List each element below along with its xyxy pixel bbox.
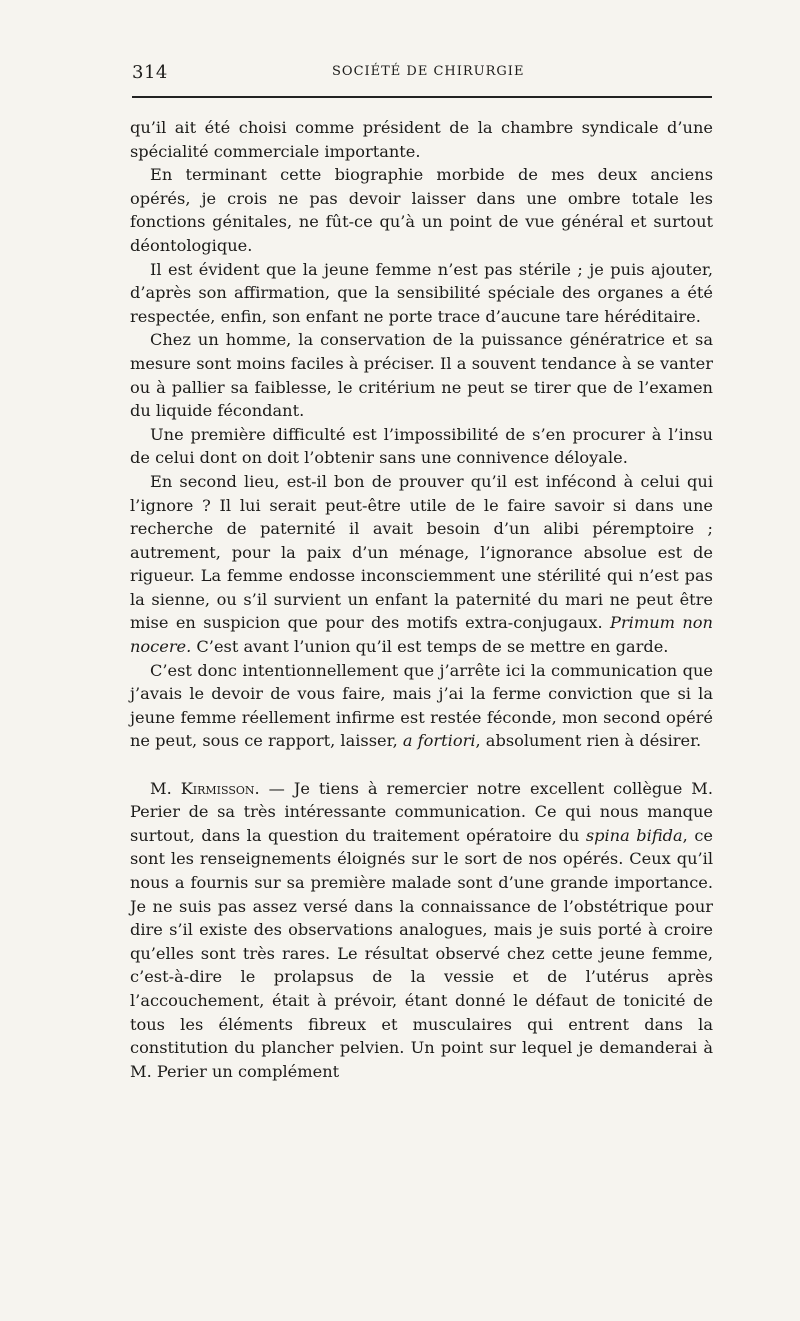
paragraph-7	[130, 659, 713, 753]
paragraph-6-text-after: C’est avant l’union qu’il est temps de se mettre en garde.	[191, 637, 669, 657]
paragraph-2-text: En terminant cette biographie morbide de mes deux anciens opérés, je crois ne pas devoir laisser dans une ombre totale les fonctions génitales, ne fût-ce qu’à un point de vue général et surtout déontologique.	[130, 165, 713, 255]
speaker-name: M. Kirmisson.	[150, 778, 260, 798]
page-header	[132, 58, 712, 88]
paragraph-5-text: Une première difficulté est l’impossibilité de s’en procurer à l’insu de celui dont on doit l’obtenir sans une connivence déloyale.	[130, 424, 713, 468]
paragraph-4-text: Chez un homme, la conservation de la puissance génératrice et sa mesure sont moins faciles à préciser. Il a souvent tendance à se vanter ou à pallier sa faiblesse, le critérium ne peut se tirer que de l’examen du liquide fécondant.	[130, 330, 713, 421]
paragraph-1	[130, 116, 713, 163]
paragraph-8-text-after: , ce sont les renseignements éloignés sur le sort de nos opérés. Ceux qu’il nous a fournis sur sa première malade sont d’une grande importance. Je ne suis pas assez versé dans la connaissance de l’obstétrique pour dire s’il existe des observations analogues, mais je suis porté à croire qu’elles sont très rares. Le résultat observé chez cette jeune femme, c’est-à-dire le prolapsus de la vessie et de l’utérus après l’accouchement, était à prévoir, étant donné le défaut de tonicité de tous les éléments fibreux et musculaires qui entrent dans la constitution du plancher pelvien. Un point sur lequel je demanderai à M. Perier un complément	[130, 825, 714, 1081]
running-title: SOCIÉTÉ DE CHIRURGIE	[332, 64, 525, 79]
paragraph-2	[130, 163, 713, 257]
paragraph-7-text-before: C’est donc intentionnellement que j’arrête ici la communication que j’avais le devoir de vous faire, mais j’ai la ferme conviction que si la jeune femme réellement infirme est restée féconde, mon second opéré ne peut, sous ce rapport, laisser,	[130, 660, 713, 751]
paragraph-6-text-before: En second lieu, est-il bon de prouver qu’il est infécond à celui qui l’ignore ? Il lui serait peut-être utile de le faire savoir si dans une recherche de paternité il avait besoin d’un alibi péremptoire ; autrement, pour la paix d’un ménage, l’ignorance absolue est de rigueur. La femme endosse inconsciemment une stérilité qui n’est pas la sienne, ou s’il survient un enfant la paternité du mari ne peut être mise en suspicion que pour des motifs extra-conjugaux.	[130, 471, 713, 633]
page-number: 314	[132, 62, 168, 83]
paragraph-7-italic: a fortiori	[402, 731, 476, 751]
paragraph-3	[130, 258, 713, 329]
paragraph-8-text-before: — Je tiens à remercier notre excellent collègue M. Perier de sa très intéressante communication. Ce qui nous manque surtout, dans la question du traitement opératoire du	[130, 778, 713, 845]
paragraph-6-italic: Primum non nocere.	[130, 613, 713, 657]
paragraph-3-text: Il est évident que la jeune femme n’est pas stérile ; je puis ajouter, d’après son affirmation, que la sensibilité spéciale des organes a été respectée, enfin, son enfant ne porte trace d’aucune tare héréditaire.	[130, 259, 713, 326]
header-rule	[132, 96, 712, 98]
paragraph-4	[130, 328, 713, 422]
body-text	[130, 116, 713, 1083]
paragraph-7-text-after: , absolument rien à désirer.	[475, 731, 702, 751]
paragraph-6	[130, 470, 713, 659]
paragraph-8	[130, 777, 713, 1084]
paragraph-5	[130, 423, 713, 470]
paragraph-8-italic: spina bifida	[585, 825, 683, 845]
paragraph-1-text: qu’il ait été choisi comme président de la chambre syndicale d’une spécialité commerciale importante.	[130, 118, 713, 161]
